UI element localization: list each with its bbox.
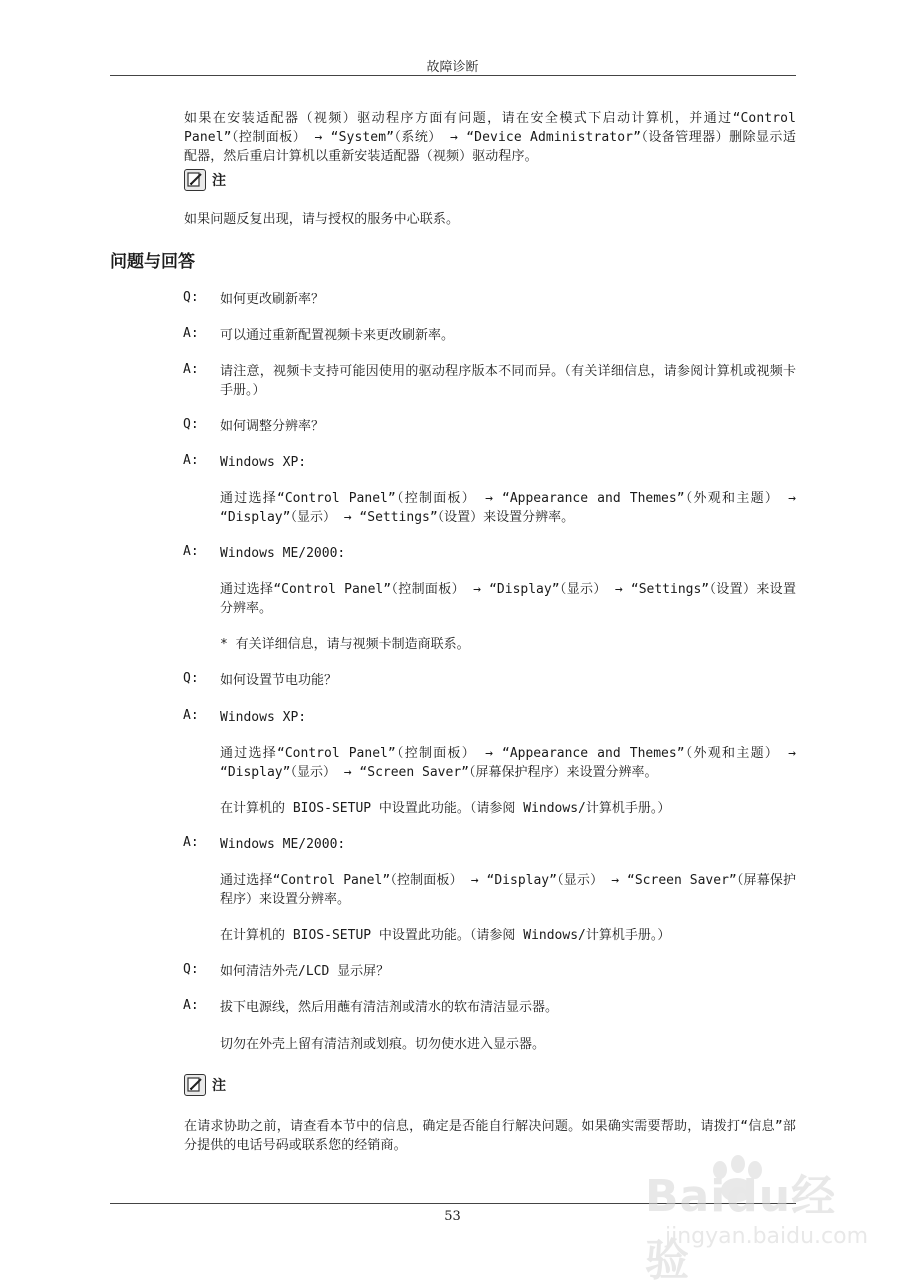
qa-text: 通过选择“Control Panel”（控制面板） → “Appearance and Themes”（外观和主题） → “Display”（显示） → “Settings”（设置）来设置分辨率。 <box>220 491 796 525</box>
qa-text: Windows ME/2000: <box>220 546 346 561</box>
qa-label: A: <box>183 544 199 559</box>
note-pencil-icon <box>184 1074 206 1096</box>
qa-label: A: <box>183 362 199 377</box>
note-2 <box>184 1074 226 1096</box>
qa-text: 切勿在外壳上留有清洁剂或划痕。切勿使水进入显示器。 <box>220 1037 546 1052</box>
qa-text: Windows ME/2000: <box>220 837 346 852</box>
watermark-url: jingyan.baidu.com <box>665 1224 869 1249</box>
qa-text: 如何清洁外壳/LCD 显示屏？ <box>220 964 390 979</box>
qa-label: Q: <box>183 417 199 432</box>
qa-label: Q: <box>183 290 199 305</box>
qa-text: Windows XP: <box>220 710 307 725</box>
qa-label: Q: <box>183 962 199 977</box>
qa-label: A: <box>183 453 199 468</box>
qa-text: 通过选择“Control Panel”（控制面板） → “Appearance and Themes”（外观和主题） → “Display”（显示） → “Screen Saver”（屏幕保护程序）来设置分辨率。 <box>220 746 796 780</box>
qa-text: 如何更改刷新率？ <box>220 292 325 307</box>
qa-text: 通过选择“Control Panel”（控制面板） → “Display”（显示） → “Settings”（设置）来设置分辨率。 <box>220 582 796 616</box>
note-1 <box>184 169 226 191</box>
qa-text: 请注意，视频卡支持可能因使用的驱动程序版本不同而异。（有关详细信息，请参阅计算机或视频卡手册。） <box>220 364 796 398</box>
qa-label: A: <box>183 835 199 850</box>
qa-label: A: <box>183 326 199 341</box>
qa-label: Q: <box>183 671 199 686</box>
qa-text: 通过选择“Control Panel”（控制面板） → “Display”（显示） → “Screen Saver”（屏幕保护程序）来设置分辨率。 <box>220 873 796 907</box>
qa-label: A: <box>183 998 199 1013</box>
qa-text: 拔下电源线，然后用蘸有清洁剂或清水的软布清洁显示器。 <box>220 1000 559 1015</box>
note-1-text: 如果问题反复出现，请与授权的服务中心联系。 <box>184 212 460 227</box>
qa-text: Windows XP: <box>220 455 307 470</box>
qa-text: 可以通过重新配置视频卡来更改刷新率。 <box>220 328 455 343</box>
page-number: 53 <box>444 1209 461 1224</box>
note-pencil-icon <box>184 169 206 191</box>
note-label: 注 <box>212 1078 226 1094</box>
note-label: 注 <box>212 173 226 189</box>
qa-text: 在计算机的 BIOS-SETUP 中设置此功能。（请参阅 Windows/计算机手册。） <box>220 928 671 943</box>
note-2-text: 在请求协助之前，请查看本节中的信息，确定是否能自行解决问题。如果确实需要帮助，请拨打“信息”部分提供的电话号码或联系您的经销商。 <box>184 1119 796 1153</box>
watermark-logo-text: Baidu经验 <box>645 1171 837 1286</box>
header-rule <box>110 75 796 76</box>
baidu-watermark <box>625 1140 869 1286</box>
qa-text: 如何调整分辨率？ <box>220 419 325 434</box>
qa-label: A: <box>183 708 199 723</box>
section-heading: 问题与回答 <box>110 252 195 272</box>
page-header-title: 故障诊断 <box>426 60 479 75</box>
qa-text: 在计算机的 BIOS-SETUP 中设置此功能。（请参阅 Windows/计算机手册。） <box>220 801 671 816</box>
qa-text: * 有关详细信息，请与视频卡制造商联系。 <box>220 637 470 652</box>
intro-paragraph: 如果在安装适配器（视频）驱动程序方面有问题，请在安全模式下启动计算机，并通过“Control Panel”（控制面板） → “System”（系统） → “Device Administrator”（设备管理器）删除显示适配器，然后重启计算机以重新安装适配器（视频）驱动程序。 <box>184 111 796 164</box>
qa-text: 如何设置节电功能？ <box>220 673 338 688</box>
